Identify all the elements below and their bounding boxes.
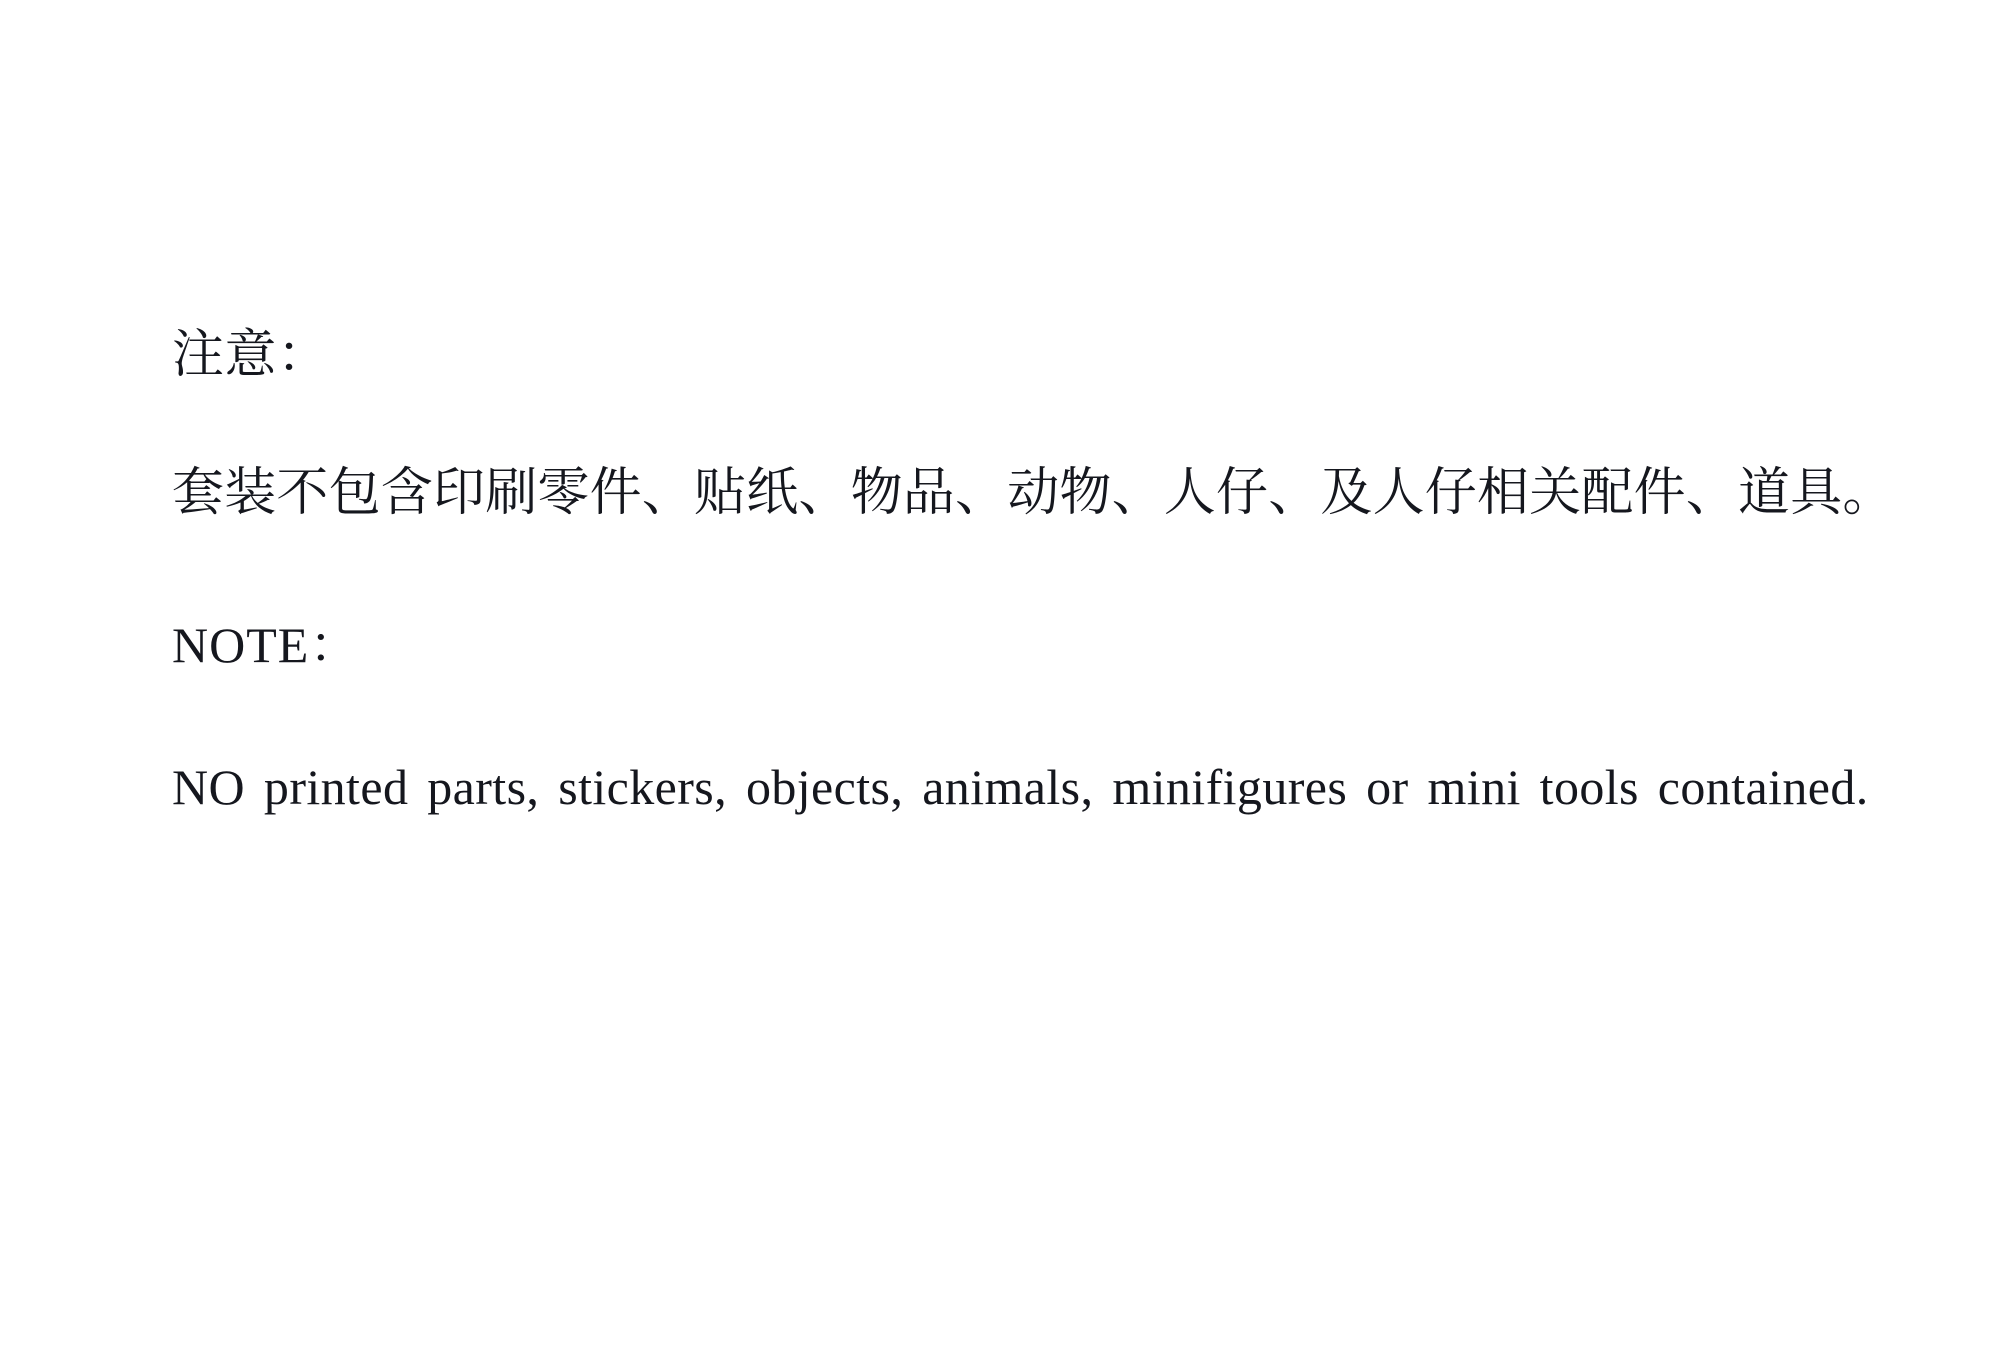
- note-block: [172, 327, 1972, 815]
- note-body-chinese: 套装不包含印刷零件、贴纸、物品、动物、人仔、及人仔相关配件、道具。: [172, 465, 1895, 522]
- note-heading-chinese: 注意：: [172, 327, 330, 384]
- note-heading-english: NOTE：: [172, 617, 361, 673]
- note-body-english: NO printed parts, stickers, objects, animals, minifigures or mini tools contained.: [172, 759, 1869, 815]
